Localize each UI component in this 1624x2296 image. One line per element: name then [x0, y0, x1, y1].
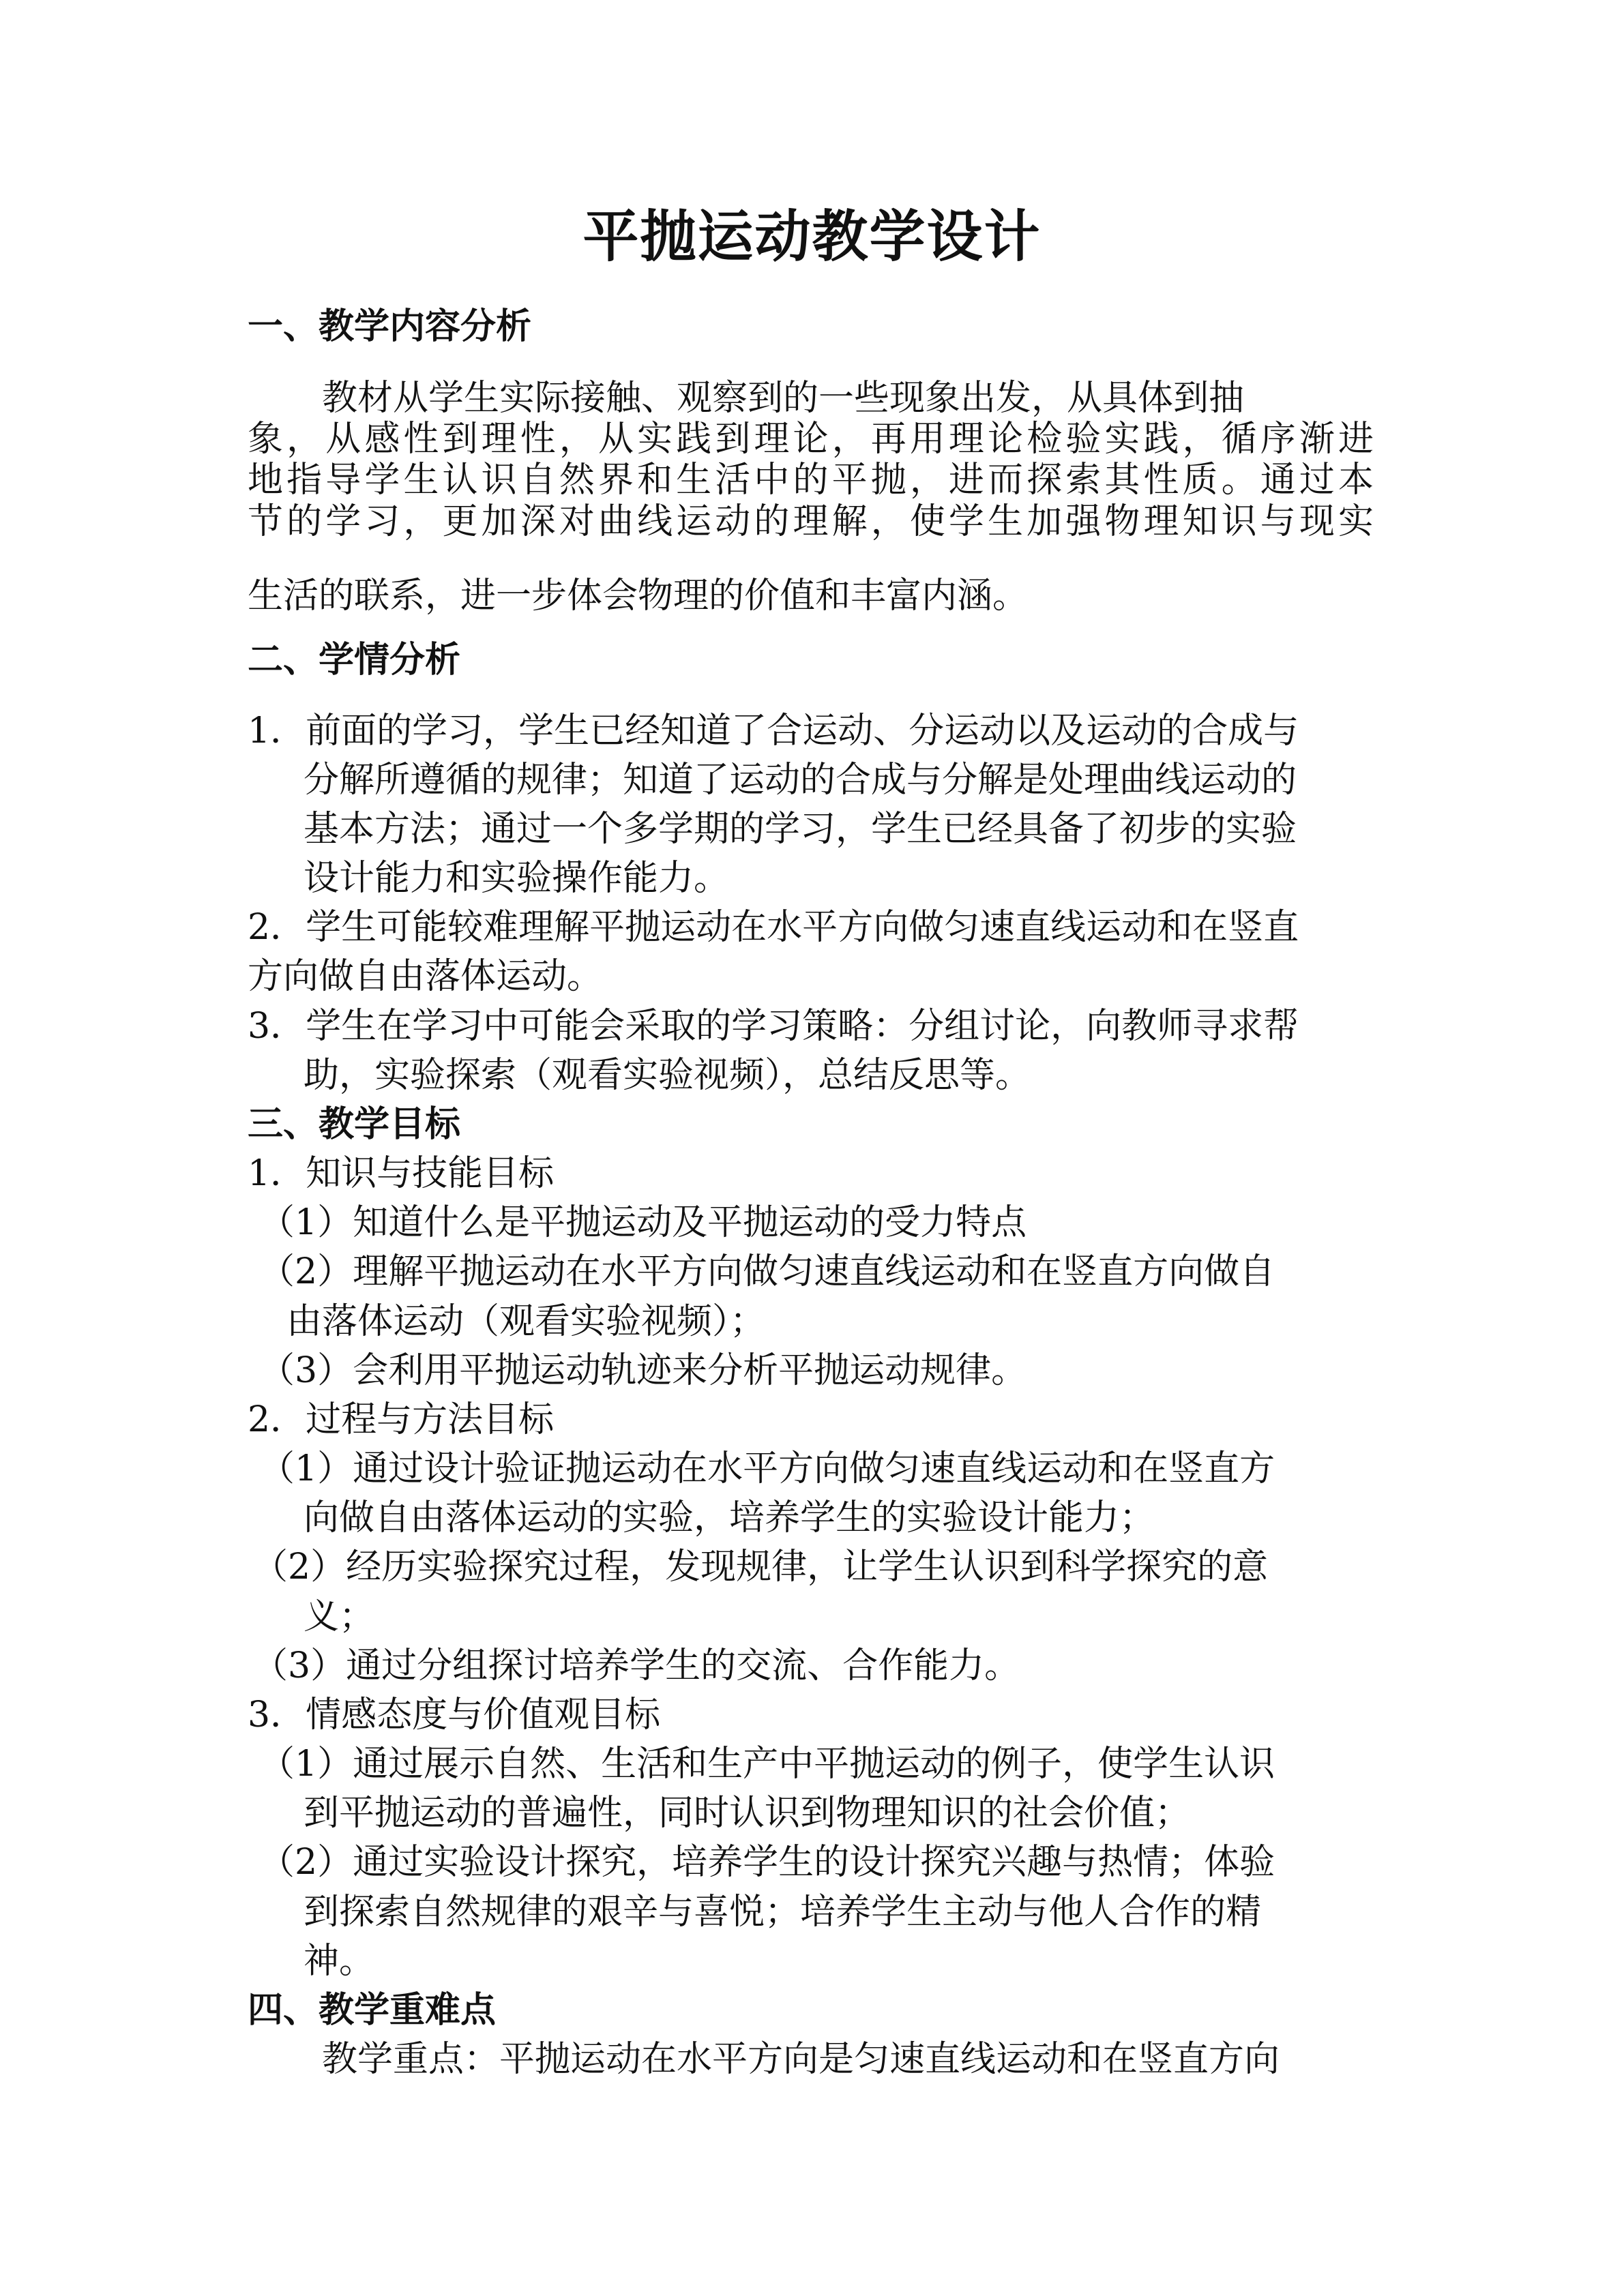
- list-item-line: （2）经历实验探究过程，发现规律，让学生认识到科学探究的意: [252, 1547, 1269, 1587]
- list-item-line: 神。: [304, 1941, 375, 1982]
- paragraph-line: 地指导学生认识自然界和生活中的平抛，进而探索其性质。通过本: [248, 460, 1374, 501]
- paragraph-line: 象，从感性到理性，从实践到理论，再用理论检验实践，循序渐进: [248, 419, 1374, 460]
- list-item-line: 分解所遵循的规律；知道了运动的合成与分解是处理曲线运动的: [304, 760, 1297, 801]
- list-item-line: 1．知识与技能目标: [248, 1153, 555, 1194]
- section-heading-key-difficult-points: 四、教学重难点: [248, 1989, 497, 2031]
- paragraph-line: 教材从学生实际接触、观察到的一些现象出发，从具体到抽: [322, 378, 1245, 419]
- list-item-line: 助，实验探索（观看实验视频），总结反思等。: [304, 1055, 1031, 1096]
- list-item-line: 到探索自然规律的艰辛与喜悦；培养学生主动与他人合作的精: [304, 1892, 1262, 1933]
- list-item-line: 向做自由落体运动的实验，培养学生的实验设计能力；: [304, 1497, 1155, 1538]
- list-item-line: （1）通过设计验证抛运动在水平方向做匀速直线运动和在竖直方: [259, 1448, 1275, 1489]
- list-item-line: 2．学生可能较难理解平抛运动在水平方向做匀速直线运动和在竖直: [248, 907, 1299, 948]
- list-item-line: 方向做自由落体运动。: [248, 956, 603, 997]
- list-item-line: （2）通过实验设计探究，培养学生的设计探究兴趣与热情；体验: [259, 1842, 1275, 1883]
- list-item-line: 基本方法；通过一个多学期的学习，学生已经具备了初步的实验: [304, 809, 1297, 850]
- list-item-line: 由落体运动（观看实验视频）；: [286, 1301, 766, 1342]
- list-item-line: 3．学生在学习中可能会采取的学习策略：分组讨论，向教师寻求帮: [248, 1006, 1299, 1047]
- list-item-line: 3．情感态度与价值观目标: [248, 1695, 661, 1735]
- list-item-line: （3）通过分组探讨培养学生的交流、合作能力。: [252, 1645, 1020, 1686]
- section-heading-student-analysis: 二、学情分析: [248, 639, 461, 681]
- list-item-line: 到平抛运动的普遍性，同时认识到物理知识的社会价值；: [304, 1793, 1191, 1834]
- paragraph-line: 节的学习，更加深对曲线运动的理解，使学生加强物理知识与现实: [248, 501, 1374, 542]
- list-item-line: 设计能力和实验操作能力。: [304, 858, 730, 899]
- list-item-line: （3）会利用平抛运动轨迹来分析平抛运动规律。: [259, 1350, 1027, 1391]
- list-item-line: 1．前面的学习，学生已经知道了合运动、分运动以及运动的合成与: [248, 711, 1299, 751]
- page-title: 平抛运动教学设计: [582, 204, 1042, 269]
- section-heading-content-analysis: 一、教学内容分析: [248, 305, 532, 347]
- list-item-line: （1）通过展示自然、生活和生产中平抛运动的例子，使学生认识: [259, 1744, 1275, 1785]
- paragraph-line: 生活的联系，进一步体会物理的价值和丰富内涵。: [248, 576, 1029, 616]
- list-item-line: 2．过程与方法目标: [248, 1399, 555, 1440]
- list-item-line: （2）理解平抛运动在水平方向做匀速直线运动和在竖直方向做自: [259, 1251, 1275, 1292]
- list-item-line: 义；: [304, 1596, 375, 1637]
- paragraph-line: 教学重点：平抛运动在水平方向是匀速直线运动和在竖直方向: [322, 2039, 1280, 2080]
- section-heading-teaching-goals: 三、教学目标: [248, 1103, 461, 1145]
- list-item-line: （1）知道什么是平抛运动及平抛运动的受力特点: [259, 1202, 1027, 1243]
